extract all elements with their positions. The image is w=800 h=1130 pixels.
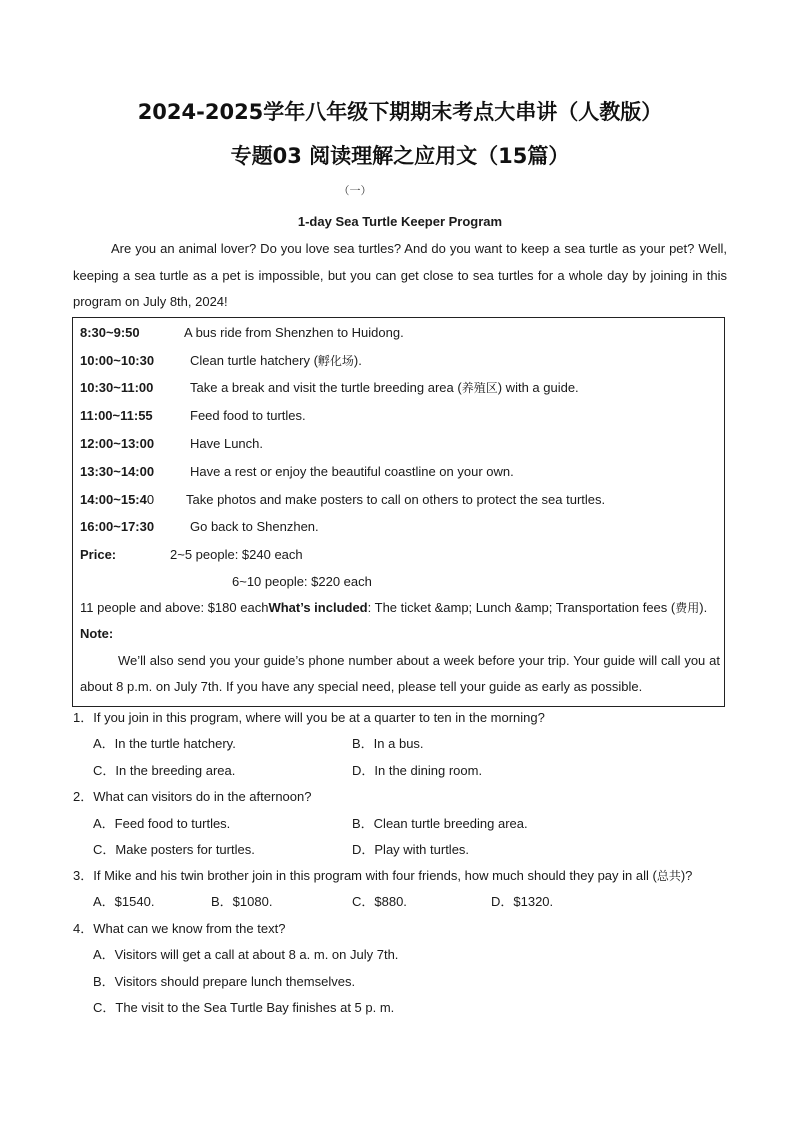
- option-d[interactable]: D．Play with turtles.: [352, 842, 470, 857]
- option-b[interactable]: B．Visitors should prepare lunch themselves.: [93, 974, 356, 989]
- option-b[interactable]: B．In a bus.: [352, 736, 424, 751]
- note-text: We’ll also send you your guide’s phone number about a week before your trip. Your guide will call you at about 8 p.m. on July 7th. If you have any special need, please tell your guide as early as possible.: [80, 653, 720, 694]
- option-c[interactable]: C．Make posters for turtles.: [93, 842, 255, 857]
- question-stem: 1．If you join in this program, where will you be at a quarter to ten in the morning?: [73, 710, 545, 725]
- question-stem: 2．What can visitors do in the afternoon?: [73, 789, 312, 804]
- document-title: 2024-2025学年八年级下期期末考点大串讲（人教版）: [137, 100, 663, 124]
- option-d[interactable]: D．In the dining room.: [352, 763, 483, 778]
- included-text: : The ticket &amp; Lunch &amp; Transportation fees (费用).: [367, 600, 708, 615]
- schedule-time: 16:00~17:30: [80, 519, 155, 534]
- schedule-time: 13:30~14:00: [80, 464, 155, 479]
- option-c[interactable]: C．In the breeding area.: [93, 763, 236, 778]
- question-stem: 4．What can we know from the text?: [73, 921, 286, 936]
- schedule-time: 11:00~11:55: [80, 408, 153, 423]
- passage-intro: Are you an animal lover? Do you love sea turtles? And do you want to keep a sea turtle as your pet? Well, keeping a sea turtle as a pet is impossible, but you can get close to sea turtles for a whole day by joining in this program on July 8th, 2024!: [73, 241, 727, 309]
- schedule-activity: A bus ride from Shenzhen to Huidong.: [184, 325, 404, 340]
- schedule-activity: Feed food to turtles.: [190, 408, 306, 423]
- price-tier-3: 11 people and above: $180 each: [80, 600, 269, 615]
- schedule-activity: Have Lunch.: [190, 436, 263, 451]
- schedule-activity: Take photos and make posters to call on others to protect the sea turtles.: [186, 492, 606, 507]
- schedule-activity: Have a rest or enjoy the beautiful coastline on your own.: [190, 464, 514, 479]
- schedule-activity: Take a break and visit the turtle breeding area (养殖区) with a guide.: [190, 380, 579, 395]
- option-c[interactable]: C．$880.: [352, 894, 407, 909]
- option-a[interactable]: A．In the turtle hatchery.: [93, 736, 236, 751]
- schedule-time: 10:00~10:30: [80, 353, 155, 368]
- document-subtitle: 专题03 阅读理解之应用文（15篇）: [230, 144, 570, 168]
- price-row: [80, 598, 707, 618]
- included-label: What’s included: [268, 600, 368, 615]
- option-b[interactable]: B．$1080.: [211, 894, 273, 909]
- option-c[interactable]: C．The visit to the Sea Turtle Bay finishes at 5 p. m.: [93, 1000, 395, 1015]
- schedule-time: 12:00~13:00: [80, 436, 155, 451]
- price-tier-2: 6~10 people: $220 each: [232, 574, 372, 589]
- option-a[interactable]: A．$1540.: [93, 894, 155, 909]
- passage-title: 1-day Sea Turtle Keeper Program: [297, 214, 503, 229]
- note-label: Note:: [80, 626, 114, 641]
- schedule-time: 8:30~9:50: [80, 325, 140, 340]
- schedule-time: 14:00~15:40: [80, 492, 155, 507]
- question-stem: 3．If Mike and his twin brother join in this program with four friends, how much should they pay in all (总共)?: [73, 868, 693, 883]
- option-b[interactable]: B．Clean turtle breeding area.: [352, 816, 528, 831]
- schedule-activity: Clean turtle hatchery (孵化场).: [190, 353, 362, 368]
- section-number: （一）: [338, 184, 372, 197]
- schedule-time: 10:30~11:00: [80, 380, 154, 395]
- option-d[interactable]: D．$1320.: [491, 894, 554, 909]
- option-a[interactable]: A．Feed food to turtles.: [93, 816, 231, 831]
- schedule-activity: Go back to Shenzhen.: [190, 519, 319, 534]
- option-a[interactable]: A．Visitors will get a call at about 8 a. m. on July 7th.: [93, 947, 399, 962]
- price-tier-1: 2~5 people: $240 each: [170, 547, 303, 562]
- price-label: Price:: [80, 547, 117, 562]
